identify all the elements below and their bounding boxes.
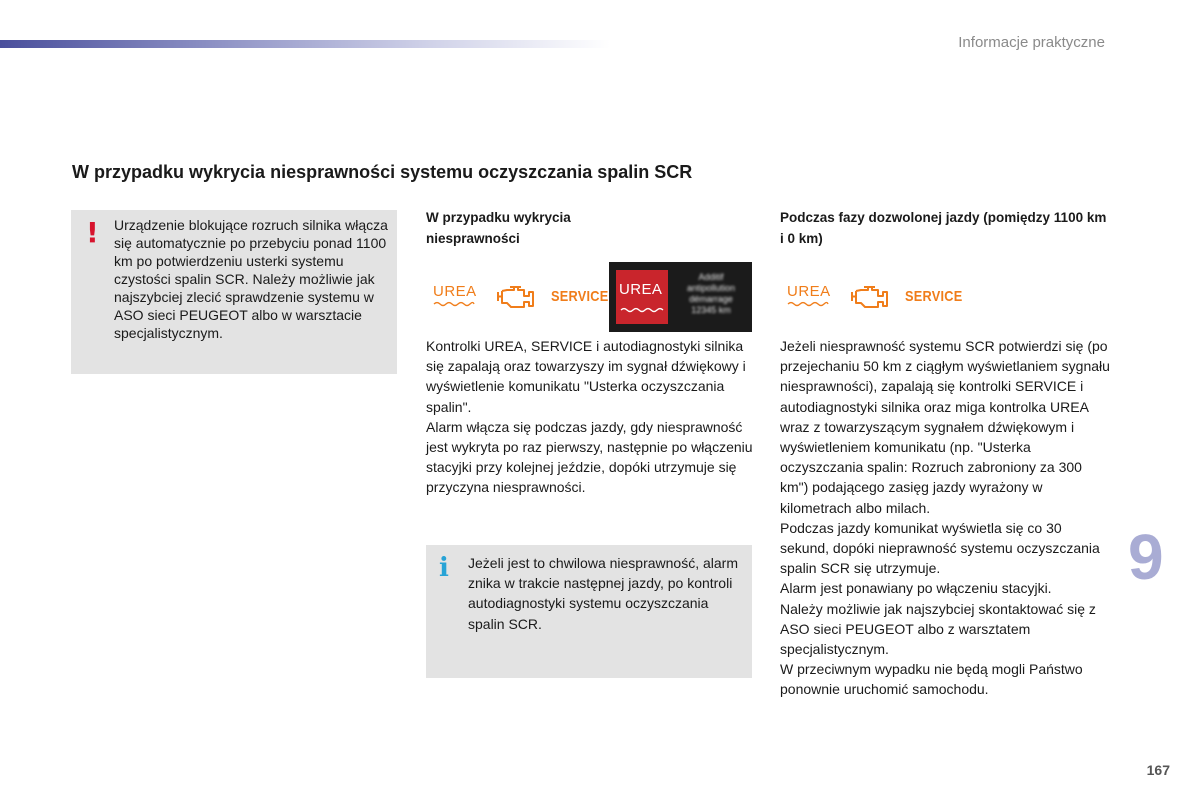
exclamation-icon: !	[86, 216, 99, 249]
display-urea-wave-icon	[620, 306, 664, 314]
display-message-line: antipollution	[686, 283, 736, 293]
urea-wave-icon	[433, 301, 475, 307]
info-icon: i	[439, 553, 449, 583]
fault-description: Kontrolki UREA, SERVICE i autodiagnostyki silnika się zapalają oraz towarzyszy im sygnał dźwiękowy i wyświetlenie komunikatu "Usterka oczyszczania spalin". Alarm włącza się podczas jazdy, gdy niesprawność jest wykryta po raz pierwszy, następnie po włączeniu stacyjki przy kolejnej jeździe, dopóki utrzymuje się przyczyna niesprawności.	[426, 338, 753, 496]
display-message-line: démarrage	[689, 294, 733, 304]
urea-lamp-label: UREA	[433, 283, 477, 300]
urea-lamp-icon	[787, 284, 831, 307]
section-heading: W przypadku wykrycia niesprawności systemu oczyszczania spalin SCR	[72, 162, 693, 182]
urea-lamp-label: UREA	[787, 283, 831, 300]
info-text: Jeżeli jest to chwilowa niesprawność, alarm znika w trakcie następnej jazdy, po kontroli autodiagnostyki systemu oczyszczania spalin SCR.	[468, 555, 738, 632]
warning-text: Urządzenie blokujące rozruch silnika włącza się automatycznie po przebyciu ponad 1100 km po potwierdzeniu usterki systemu czystości spalin SCR. Należy możliwie jak najszybciej zlecić sprawdzenie systemu w ASO sieci PEUGEOT albo w warsztacie specjalistycznym.	[114, 217, 388, 341]
engine-check-icon	[848, 282, 890, 310]
driving-phase-description: Jeżeli niesprawność systemu SCR potwierdzi się (po przejechaniu 50 km z ciągłym wyświetlaniem sygnału niesprawności), zapalają się kontrolki SERVICE i autodiagnostyki silnika oraz miga kontrolka UREA wraz z towarzyszącym sygnałem dźwiękowym i wyświetleniem komunikatu (np. "Usterka oczyszczania spalin: Rozruch zabroniony za 300 km") podającego zasięg jazdy wyrażony w kilometrach albo milach. Podczas jazdy komunikat wyświetla się co 30 sekund, dopóki nieprawność systemu oczyszczania spalin SCR się utrzymuje. Alarm jest ponawiany po włączeniu stacyjki. Należy możliwie jak najszybciej skontaktować się z ASO sieci PEUGEOT albo z warsztatem specjalistycznym. W przeciwnym wypadku nie będą mogli Państwo ponownie uruchomić samochodu.	[780, 338, 1110, 698]
header-gradient-bar	[0, 40, 610, 48]
chapter-title: Informacje praktyczne	[958, 34, 1105, 51]
urea-wave-icon	[787, 301, 829, 307]
service-lamp-label: SERVICE	[551, 288, 609, 305]
display-message-line: 12345 km	[691, 305, 731, 315]
display-urea-label: UREA	[619, 281, 663, 298]
page-number: 167	[1146, 762, 1170, 778]
urea-lamp-icon	[433, 284, 477, 307]
fault-heading: W przypadku wykrycia niesprawności	[426, 210, 571, 246]
display-message-line: Additif	[698, 272, 724, 282]
chapter-number: 9	[1128, 521, 1164, 593]
service-lamp-label: SERVICE	[905, 288, 963, 305]
engine-check-icon	[494, 282, 536, 310]
display-message	[674, 272, 748, 316]
driving-phase-heading: Podczas fazy dozwolonej jazdy (pomiędzy 1100 km i 0 km)	[780, 210, 1107, 246]
